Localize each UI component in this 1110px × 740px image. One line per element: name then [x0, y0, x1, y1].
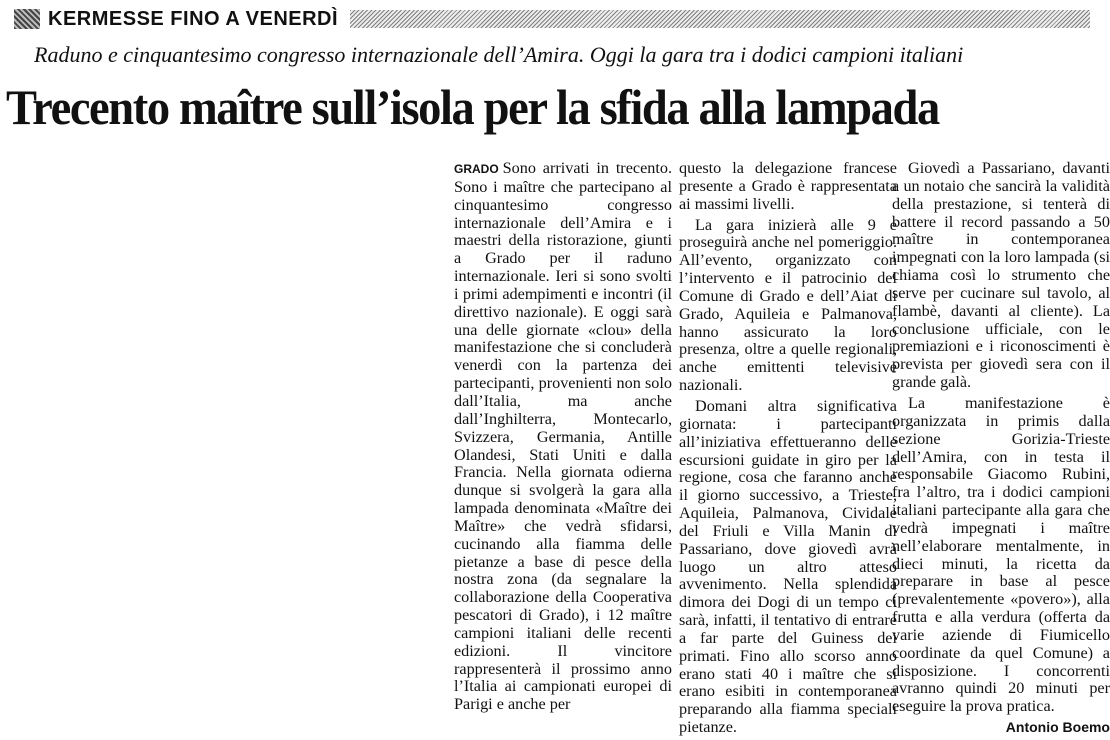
article-paragraph: Giovedì a Passariano, davanti a un notaio che sancirà la validità della prestazione, si tenterà di battere il record passando a 50 maître in contemporanea impegnati con la loro lampada (si chiama così lo strumento che serve per cucinare sul tavolo, al flambè, davanti al cliente). La conclusione ufficiale, con le premiazioni e i riconoscimenti è prevista per giovedì sera con il grande galà.: [892, 159, 1110, 392]
dateline: GRADO: [454, 162, 499, 176]
article-column-1: [454, 160, 672, 717]
headline: Trecento maître sull’isola per la sfida alla lampada: [6, 79, 939, 135]
article-column-3: [892, 160, 1110, 737]
kicker: KERMESSE FINO A VENERDÌ: [48, 7, 339, 30]
article-paragraph: questo la delegazione francese presente a Grado è rappresentata ai massimi livelli.: [679, 159, 897, 213]
kicker-texture: [350, 10, 1090, 28]
article-paragraph: La manifestazione è organizzata in primis dalla sezione Gorizia-Trieste dell’Amira, con in testa il responsabile Giacomo Rubini, fra l’altro, tra i dodici campioni italiani partecipante alla gara che vedrà impegnati i maître nell’elaborare mentalmente, in dieci minuti, la ricetta da preparare in base al pesce (prevalentemente «povero»), alla frutta e alla verdura (offerta da varie aziende di Fiumicello coordinate da quel Comune) a disposizione. I concorrenti avranno quindi 20 minuti per eseguire la prova pratica.: [892, 393, 1110, 716]
kicker-bar: [0, 4, 1110, 34]
subtitle: Raduno e cinquantesimo congresso internazionale dell’Amira. Oggi la gara tra i dodici campioni italiani: [34, 42, 964, 67]
byline: Antonio Boemo: [1005, 719, 1110, 736]
paragraph-text: Sono arrivati in trecento. Sono i maître che partecipano al cinquantesimo congresso internazionale dell’Amira e i maestri della ristorazione, giunti a Grado per il raduno internazionale. Ieri si sono svolti i primi adempimenti e incontri (il direttivo nazionale). E oggi sarà una delle giornate «clou» della manifestazione che si concluderà venerdì con la partenza dei partecipanti, provenienti non solo dall’Italia, ma anche dall’Inghilterra, Montecarlo, Svizzera, Germania, Antille Olandesi, Stati Uniti e dalla Francia. Nella giornata odierna dunque si svolgerà la gara alla lampada denominata «Maître dei Maître» che vedrà sfidarsi, cucinando alla fiamma delle pietanze a base di pesce della nostra zona (da segnalare la collaborazione della Cooperativa pescatori di Grado), i 12 maître campioni italiani delle recenti edizioni. Il vincitore rappresenterà il prossimo anno l’Italia ai campionati europei di Parigi e anche per: [454, 159, 672, 714]
article-paragraph: La gara inizierà alle 9 e proseguirà anche nel pomeriggio. All’evento, organizzato con l’intervento e il patrocinio del Comune di Grado e dell’Aiat di Grado, Aquileia e Palmanova, hanno assicurato la loro presenza, oltre a quelle regionali, anche emittenti televisive nazionali.: [679, 215, 897, 395]
article-paragraph: [454, 160, 672, 714]
kicker-block-icon: [14, 9, 40, 29]
article-column-2: [679, 160, 897, 740]
article-paragraph: Domani altra significativa giornata: i partecipanti all’iniziativa effettueranno delle escursioni guidate in giro per la regione, cosa che faranno anche il giorno successivo, a Trieste, Aquileia, Palmanova, Cividale del Friuli e Villa Manin di Passariano, dove giovedì avrà luogo un altro atteso avvenimento. Nella splendida dimora dei Dogi di un tempo ci sarà, infatti, il tentativo di entrare a far parte del Guiness dei primati. Fino allo scorso anno erano stati 40 i maître che si erano esibiti in contemporanea preparando alla fiamma speciali pietanze.: [679, 396, 897, 737]
